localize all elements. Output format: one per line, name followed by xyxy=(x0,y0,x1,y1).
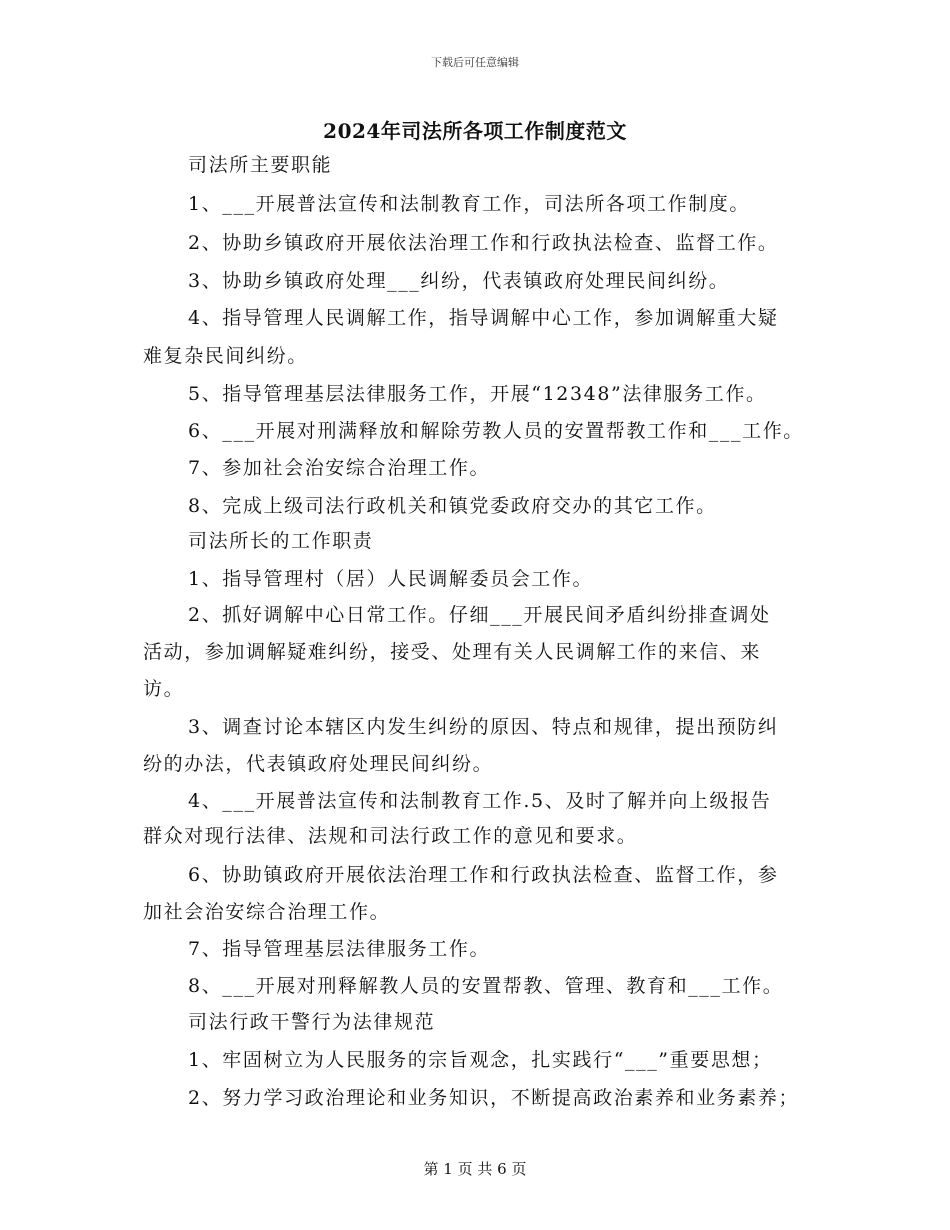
paragraph-line: 纷的办法，代表镇政府处理民间纠纷。 xyxy=(143,753,494,775)
page-header-note: 下载后可任意编辑 xyxy=(431,56,519,69)
paragraph-line: 加社会治安综合治理工作。 xyxy=(143,901,391,923)
section-heading-director-duties: 司法所长的工作职责 xyxy=(188,530,374,552)
paragraph-line: 2、努力学习政治理论和业务知识，不断提高政治素养和业务素养； xyxy=(188,1087,800,1109)
paragraph-line: 4、指导管理人民调解工作，指导调解中心工作，参加调解重大疑 xyxy=(188,307,779,329)
paragraph-line: 8、___开展对刑释解教人员的安置帮教、管理、教育和___工作。 xyxy=(188,975,784,997)
paragraph-line: 2、协助乡镇政府开展依法治理工作和行政执法检查、监督工作。 xyxy=(188,232,779,254)
paragraph-line: 4、___开展普法宣传和法制教育工作.5、及时了解并向上级报告 xyxy=(188,790,772,812)
paragraph-line: 8、完成上级司法行政机关和镇党委政府交办的其它工作。 xyxy=(188,495,717,517)
paragraph-line: 难复杂民间纠纷。 xyxy=(143,345,308,367)
paragraph-line: 5、指导管理基层法律服务工作，开展“12348”法律服务工作。 xyxy=(188,383,767,405)
page-footer-number: 第 1 页 共 6 页 xyxy=(423,1160,527,1178)
paragraph-line: 7、指导管理基层法律服务工作。 xyxy=(188,938,491,960)
document-title: 2024年司法所各项工作制度范文 xyxy=(323,119,627,143)
paragraph-line: 6、___开展对刑满释放和解除劳教人员的安置帮教工作和___工作。 xyxy=(188,420,804,442)
paragraph-line: 1、牢固树立为人民服务的宗旨观念，扎实践行“___”重要思想； xyxy=(188,1049,773,1071)
paragraph-line: 1、指导管理村（居）人民调解委员会工作。 xyxy=(188,568,594,590)
section-heading-main-functions: 司法所主要职能 xyxy=(188,154,333,176)
paragraph-line: 1、___开展普法宣传和法制教育工作，司法所各项工作制度。 xyxy=(188,193,750,215)
paragraph-line: 2、抓好调解中心日常工作。仔细___开展民间矛盾纠纷排查调处 xyxy=(188,604,771,626)
paragraph-line: 6、协助镇政府开展依法治理工作和行政执法检查、监督工作，参 xyxy=(188,864,779,886)
paragraph-line: 3、调查讨论本辖区内发生纠纷的原因、特点和规律，提出预防纠 xyxy=(188,716,779,738)
paragraph-line: 群众对现行法律、法规和司法行政工作的意见和要求。 xyxy=(143,825,638,847)
section-heading-conduct-norms: 司法行政干警行为法律规范 xyxy=(188,1011,436,1033)
paragraph-line: 活动，参加调解疑难纠纷，接受、处理有关人民调解工作的来信、来 xyxy=(143,641,762,663)
paragraph-line: 7、参加社会治安综合治理工作。 xyxy=(188,457,491,479)
paragraph-line: 访。 xyxy=(143,678,185,700)
paragraph-line: 3、协助乡镇政府处理___纠纷，代表镇政府处理民间纠纷。 xyxy=(188,270,730,292)
